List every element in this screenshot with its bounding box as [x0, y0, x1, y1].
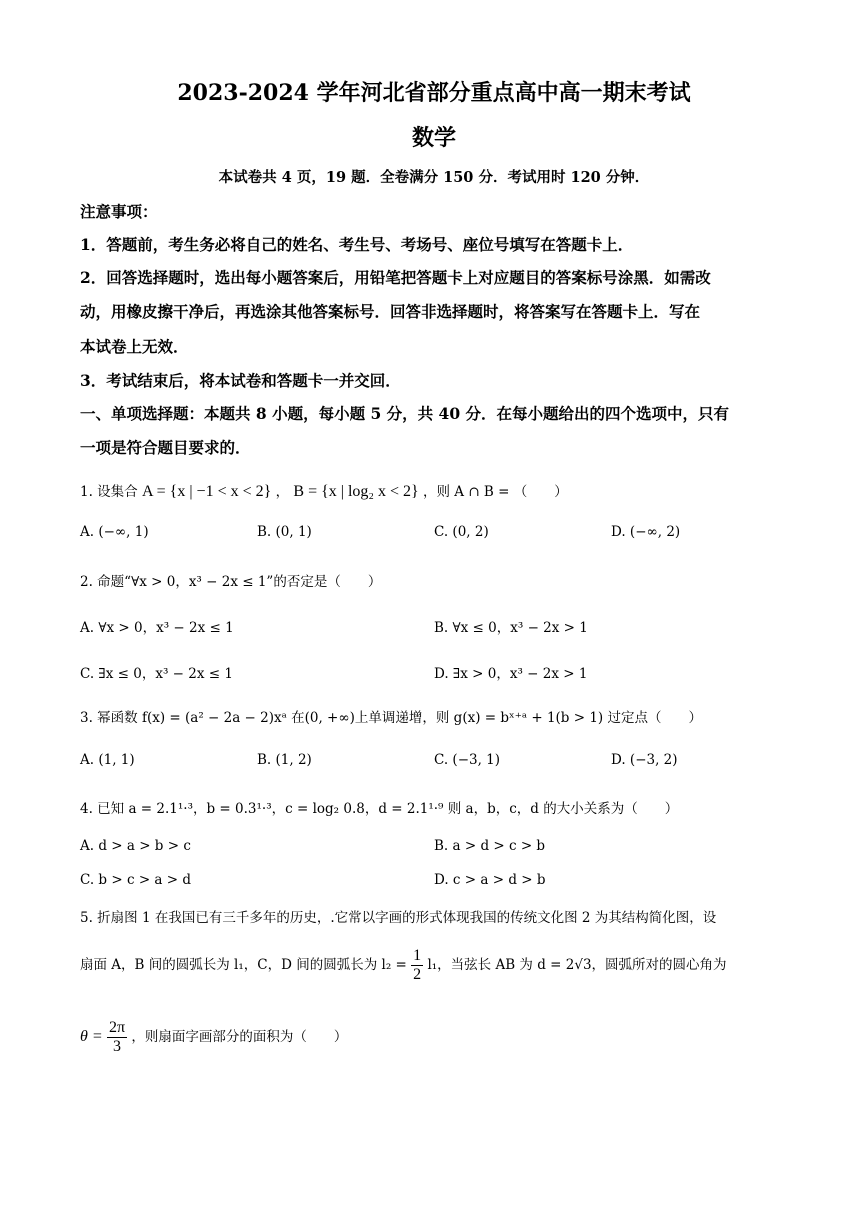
question-1-option-a: A. (−∞, 1) — [80, 524, 149, 540]
question-3-option-a: A. (1, 1) — [80, 752, 135, 768]
question-2-option-c: C. ∃x ≤ 0，x³ − 2x ≤ 1 — [80, 666, 233, 682]
fraction-denominator: 2 — [413, 966, 422, 983]
question-1-set-a: A = {x | −1 < x < 2} — [141, 483, 272, 500]
question-5-line-2a: 扇面 A，B 间的圆弧长为 l₁，C，D 间的圆弧长为 l₂ = — [80, 957, 407, 973]
question-5-fraction-half — [411, 947, 423, 983]
question-1-option-b: B. (0, 1) — [257, 524, 312, 540]
question-1-option-c: C. (0, 2) — [434, 524, 489, 540]
section-heading-line-2: 一项是符合题目要求的． — [80, 438, 251, 457]
question-1-stem — [80, 480, 568, 501]
question-3-stem: 3. 幂函数 f(x) = (a² − 2a − 2)xᵃ 在(0, +∞)上单调递增，则 g(x) = bˣ⁺ᵃ + 1(b > 1) 过定点（ ） — [80, 710, 702, 726]
question-5-line-3 — [80, 1015, 347, 1059]
question-5-line-3-tail: ，则扇面字画部分的面积为（ ） — [131, 1029, 348, 1045]
exam-title: 2023-2024 学年河北省部分重点高中高一期末考试 — [177, 80, 691, 106]
notice-line-2: 2．回答选择题时，选出每小题答案后，用铅笔把答题卡上对应题目的答案标号涂黑．如需改 — [80, 268, 711, 287]
question-5-line-2 — [80, 945, 727, 985]
question-3-option-d: D. (−3, 2) — [611, 752, 678, 768]
question-4-stem: 4. 已知 a = 2.1¹·³，b = 0.3¹·³，c = log₂ 0.8，d = 2.1¹·⁹ 则 a，b，c，d 的大小关系为（ ） — [80, 801, 679, 817]
question-2-option-d: D. ∃x > 0，x³ − 2x > 1 — [434, 666, 588, 682]
question-4-option-b: B. a > d > c > b — [434, 838, 546, 854]
question-1-sep: ， — [275, 484, 290, 500]
question-4-option-d: D. c > a > d > b — [434, 872, 546, 888]
notice-line-3: 动，用橡皮擦干净后，再选涂其他答案标号．回答非选择题时，将答案写在答题卡上．写在 — [80, 302, 701, 321]
section-heading-line-1: 一、单项选择题：本题共 8 小题，每小题 5 分，共 40 分．在每小题给出的四个选项中，只有 — [80, 404, 730, 423]
fraction-numerator: 1 — [413, 947, 422, 965]
question-3-option-c: C. (−3, 1) — [434, 752, 501, 768]
fraction-numerator: 2π — [108, 1019, 126, 1037]
notice-line-1: 1．答题前，考生务必将自己的姓名、考生号、考场号、座位号填写在答题卡上． — [80, 235, 634, 254]
exam-info: 本试卷共 4 页，19 题．全卷满分 150 分．考试用时 120 分钟． — [218, 169, 650, 186]
question-3-option-b: B. (1, 2) — [257, 752, 312, 768]
question-4-option-a: A. d > a > b > c — [80, 838, 191, 854]
question-1-tail: ，则 A ∩ B = （ ） — [423, 484, 568, 500]
fraction-denominator: 3 — [112, 1038, 121, 1055]
subject-title: 数学 — [411, 125, 456, 151]
question-1-option-d: D. (−∞, 2) — [611, 524, 681, 540]
question-5-line-2b: l₁，当弦长 AB 为 d = 2√3，圆弧所对的圆心角为 — [427, 957, 727, 973]
notice-line-4: 本试卷上无效． — [80, 337, 189, 356]
question-2-option-a: A. ∀x > 0，x³ − 2x ≤ 1 — [80, 620, 234, 636]
question-5-fraction-theta — [107, 1019, 127, 1055]
question-2-stem: 2. 命题“∀x > 0，x³ − 2x ≤ 1”的否定是（ ） — [80, 574, 382, 590]
notice-heading: 注意事项： — [80, 202, 158, 221]
question-1-set-b: B = {x | log₂ x < 2} — [293, 483, 419, 500]
question-4-option-c: C. b > c > a > d — [80, 872, 192, 888]
question-5-theta: θ = — [80, 1028, 103, 1045]
question-5-line-1: 5. 折扇图 1 在我国已有三千多年的历史，.它常以字画的形式体现我国的传统文化图 2 为其结构简化图，设 — [80, 910, 717, 926]
notice-line-5: 3．考试结束后，将本试卷和答题卡一并交回． — [80, 371, 401, 390]
question-1-prefix: 1. 设集合 — [80, 484, 138, 500]
question-2-option-b: B. ∀x ≤ 0，x³ − 2x > 1 — [434, 620, 588, 636]
